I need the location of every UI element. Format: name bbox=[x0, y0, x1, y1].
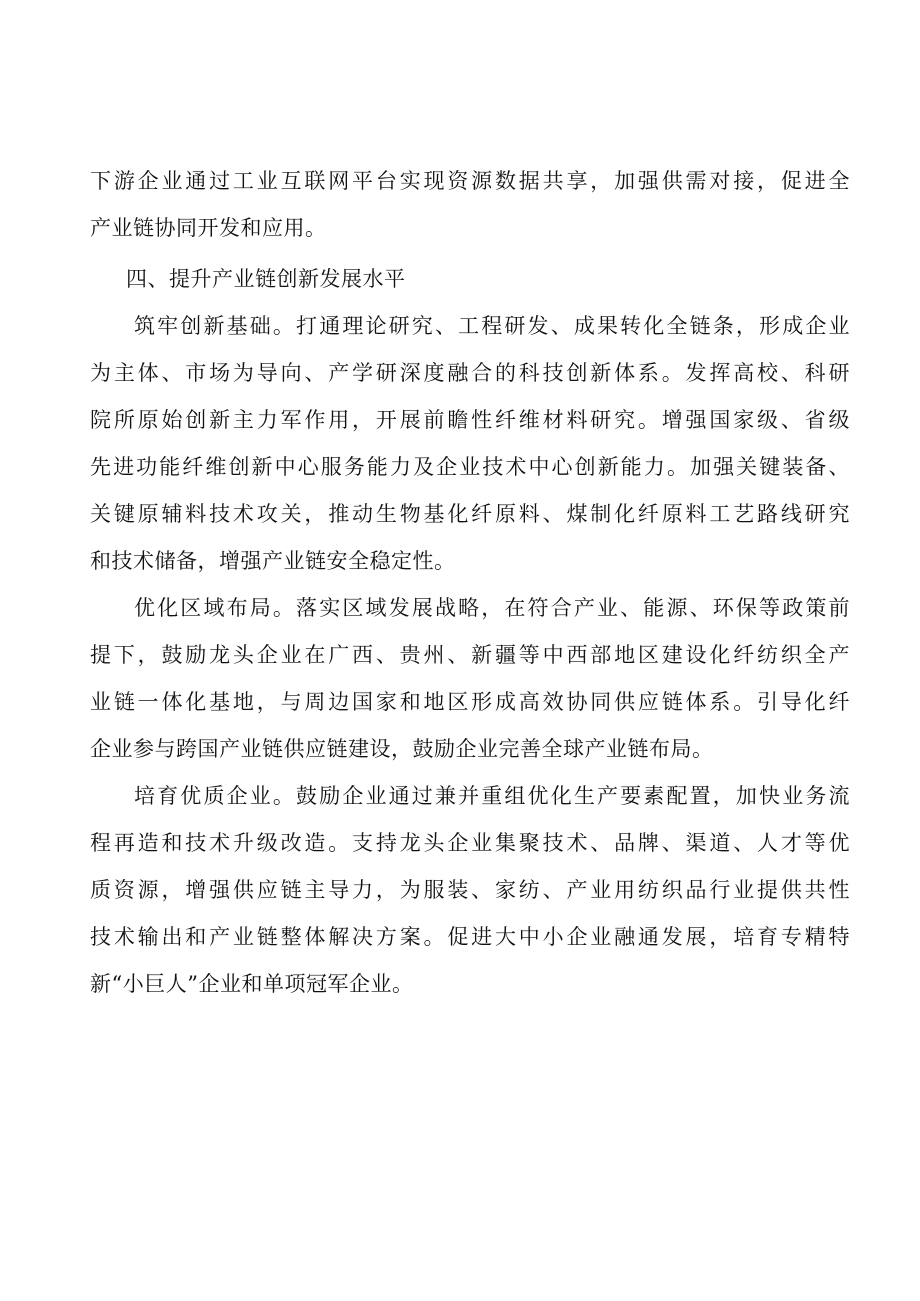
paragraph-intro bbox=[90, 168, 850, 242]
paragraph-enterprise bbox=[90, 783, 850, 998]
text-line: 先进功能纤维创新中心服务能力及企业技术中心创新能力。加强关键装备、 bbox=[90, 455, 850, 479]
text-line: 质资源，增强供应链主导力，为服装、家纺、产业用纺织品行业提供共性 bbox=[90, 878, 850, 902]
text-line: 提下，鼓励龙头企业在广西、贵州、新疆等中西部地区建设化纤纺织全产 bbox=[90, 643, 850, 667]
paragraph-layout bbox=[90, 595, 850, 763]
text-line: 下游企业通过工业互联网平台实现资源数据共享，加强供需对接，促进全 bbox=[90, 169, 850, 193]
text-line: 业链一体化基地，与周边国家和地区形成高效协同供应链体系。引导化纤 bbox=[90, 690, 850, 714]
text-line: 程再造和技术升级改造。支持龙头企业集聚技术、品牌、渠道、人才等优 bbox=[90, 831, 850, 855]
text-line: 培育优质企业。鼓励企业通过兼并重组优化生产要素配置，加快业务流 bbox=[134, 784, 850, 808]
text-line: 优化区域布局。落实区域发展战略，在符合产业、能源、环保等政策前 bbox=[134, 596, 850, 620]
text-line: 企业参与跨国产业链供应链建设，鼓励企业完善全球产业链布局。 bbox=[90, 737, 714, 761]
paragraph-innovation bbox=[90, 313, 850, 575]
text-line: 为主体、市场为导向、产学研深度融合的科技创新体系。发挥高校、科研 bbox=[90, 361, 850, 385]
section-heading: 四、提升产业链创新发展水平 bbox=[126, 267, 406, 291]
text-line: 新“小巨人”企业和单项冠军企业。 bbox=[90, 972, 414, 996]
text-line: 产业链协同开发和应用。 bbox=[90, 216, 327, 240]
text-line: 和技术储备，增强产业链安全稳定性。 bbox=[90, 549, 456, 573]
text-line: 关键原辅料技术攻关，推动生物基化纤原料、煤制化纤原料工艺路线研究 bbox=[90, 502, 850, 526]
text-line: 院所原始创新主力军作用，开展前瞻性纤维材料研究。增强国家级、省级 bbox=[90, 408, 850, 432]
text-line: 筑牢创新基础。打通理论研究、工程研发、成果转化全链条，形成企业 bbox=[134, 314, 850, 338]
document-page bbox=[90, 168, 850, 1018]
text-line: 技术输出和产业链整体解决方案。促进大中小企业融通发展，培育专精特 bbox=[90, 925, 850, 949]
